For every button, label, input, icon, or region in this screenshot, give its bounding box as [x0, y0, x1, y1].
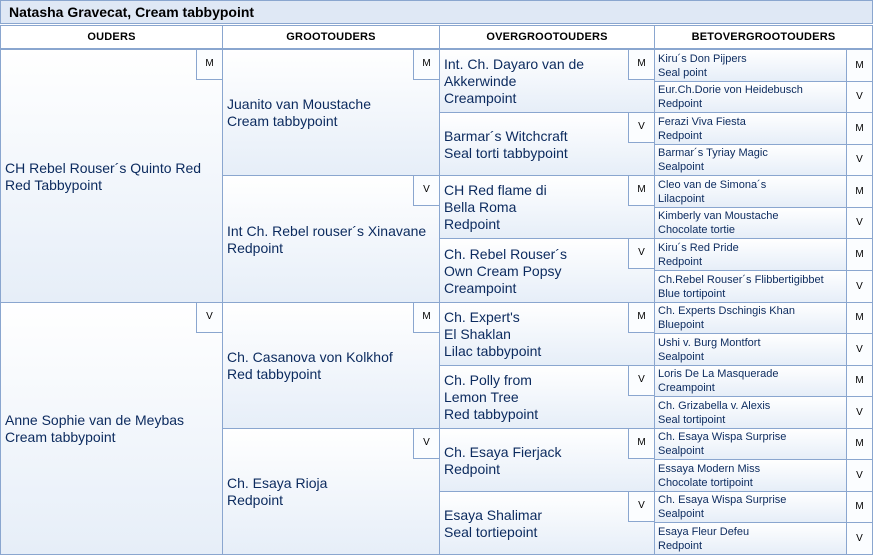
great-great-grandparent-name: Esaya Fleur Defeu	[658, 526, 750, 538]
great-grandparent-color: Redpoint	[444, 461, 501, 477]
great-great-grandparent-name: Eur.Ch.Dorie von Heidebusch	[658, 84, 803, 96]
grandparent-color: Cream tabbypoint	[227, 113, 338, 129]
great-great-grandparent-name: Ch. Experts Dschingis Khan	[658, 305, 795, 317]
great-great-grandparent-info	[658, 83, 803, 111]
great-grandparent-cell	[439, 175, 655, 239]
great-great-grandparent-info	[658, 525, 749, 553]
great-great-grandparent-cell	[654, 49, 873, 82]
grandparent-sex-marker: M	[413, 303, 439, 333]
great-grandparent-info	[444, 182, 547, 233]
great-great-grandparent-sex-marker: M	[846, 492, 872, 522]
great-grandparent-name: Ch. Expert's El Shaklan	[444, 309, 520, 342]
great-great-grandparent-info	[658, 367, 778, 395]
parent-color: Cream tabbypoint	[5, 429, 116, 445]
great-great-grandparent-sex-marker: V	[846, 397, 872, 428]
great-great-grandparent-color: Sealpoint	[658, 351, 704, 363]
great-grandparent-sex-marker: V	[628, 492, 654, 522]
great-great-grandparent-info	[658, 336, 761, 364]
header-ouders: OUDERS	[0, 25, 223, 49]
great-great-grandparent-color: Chocolate tortipoint	[658, 477, 753, 489]
parent-name: CH Rebel Rouser´s Quinto Red	[5, 160, 202, 176]
grandparent-name: Int Ch. Rebel rouser´s Xinavane	[227, 223, 427, 239]
great-great-grandparent-sex-marker: V	[846, 523, 872, 554]
great-great-grandparent-cell	[654, 238, 873, 271]
great-great-grandparent-cell	[654, 81, 873, 113]
great-great-grandparent-cell	[654, 175, 873, 208]
header-betovergrootouders: BETOVERGROOTOUDERS	[654, 25, 873, 49]
great-great-grandparent-name: Ch. Esaya Wispa Surprise	[658, 494, 787, 506]
grandparent-info	[227, 349, 393, 383]
great-great-grandparent-sex-marker: M	[846, 429, 872, 459]
great-great-grandparent-sex-marker: M	[846, 176, 872, 207]
great-great-grandparent-cell	[654, 522, 873, 555]
great-grandparent-color: Lilac tabbypoint	[444, 343, 542, 359]
great-grandparent-sex-marker: M	[628, 303, 654, 333]
great-great-grandparent-info	[658, 115, 746, 143]
great-great-grandparent-cell	[654, 333, 873, 366]
great-grandparent-color: Creampoint	[444, 90, 517, 106]
great-grandparent-cell	[439, 112, 655, 176]
great-great-grandparent-color: Sealpoint	[658, 161, 704, 173]
great-great-grandparent-cell	[654, 112, 873, 145]
great-grandparent-cell	[439, 365, 655, 429]
great-grandparent-info	[444, 246, 567, 297]
great-great-grandparent-cell	[654, 428, 873, 460]
great-great-grandparent-cell	[654, 365, 873, 397]
great-great-grandparent-info	[658, 178, 766, 206]
great-grandparent-cell	[439, 302, 655, 366]
parent-cell	[0, 49, 223, 303]
header-grootouders: GROOTOUDERS	[222, 25, 440, 49]
parent-cell	[0, 302, 223, 555]
great-great-grandparent-info	[658, 209, 778, 237]
great-great-grandparent-info	[658, 430, 786, 458]
grandparent-color: Redpoint	[227, 492, 284, 508]
great-great-grandparent-name: Ferazi Viva Fiesta	[658, 116, 746, 128]
great-grandparent-color: Red tabbypoint	[444, 406, 539, 422]
great-grandparent-sex-marker: V	[628, 113, 654, 143]
great-grandparent-info	[444, 56, 584, 107]
great-grandparent-color: Seal torti tabbypoint	[444, 145, 568, 161]
grandparent-color: Redpoint	[227, 240, 284, 256]
great-great-grandparent-cell	[654, 396, 873, 429]
great-grandparent-cell	[439, 238, 655, 303]
great-grandparent-color: Seal tortiepoint	[444, 524, 538, 540]
great-grandparent-color: Redpoint	[444, 216, 501, 232]
grandparent-cell	[222, 175, 440, 303]
great-great-grandparent-sex-marker: M	[846, 113, 872, 144]
great-great-grandparent-color: Redpoint	[658, 130, 703, 142]
great-grandparent-cell	[439, 428, 655, 492]
parent-sex-marker: V	[196, 303, 222, 333]
great-grandparent-name: Ch. Rebel Rouser´s Own Cream Popsy	[444, 246, 567, 279]
grandparent-info	[227, 475, 327, 509]
grandparent-sex-marker: V	[413, 429, 439, 459]
grandparent-sex-marker: V	[413, 176, 439, 206]
great-grandparent-color: Creampoint	[444, 280, 517, 296]
great-great-grandparent-info	[658, 399, 770, 427]
great-great-grandparent-cell	[654, 270, 873, 303]
great-great-grandparent-name: Loris De La Masquerade	[658, 368, 779, 380]
great-great-grandparent-name: Ch. Esaya Wispa Surprise	[658, 431, 787, 443]
great-great-grandparent-info	[658, 52, 747, 80]
great-great-grandparent-color: Seal tortipoint	[658, 414, 726, 426]
grandparent-name: Ch. Casanova von Kolkhof	[227, 349, 393, 365]
great-great-grandparent-color: Blue tortipoint	[658, 288, 726, 300]
great-grandparent-cell	[439, 49, 655, 113]
great-grandparent-name: Ch. Polly from Lemon Tree	[444, 372, 532, 405]
great-great-grandparent-sex-marker: V	[846, 334, 872, 365]
grandparent-sex-marker: M	[413, 50, 439, 80]
great-great-grandparent-name: Essaya Modern Miss	[658, 463, 761, 475]
grandparent-cell	[222, 49, 440, 176]
great-great-grandparent-sex-marker: V	[846, 271, 872, 302]
great-great-grandparent-color: Redpoint	[658, 98, 703, 110]
grandparent-name: Juanito van Moustache	[227, 96, 371, 112]
great-great-grandparent-color: Lilacpoint	[658, 193, 705, 205]
parent-name: Anne Sophie van de Meybas	[5, 412, 185, 428]
great-grandparent-name: Esaya Shalimar	[444, 507, 543, 523]
great-grandparent-name: CH Red flame di Bella Roma	[444, 182, 547, 215]
great-grandparent-sex-marker: M	[628, 50, 654, 80]
great-great-grandparent-name: Kiru´s Red Pride	[658, 242, 739, 254]
great-great-grandparent-color: Seal point	[658, 67, 707, 79]
great-grandparent-info	[444, 128, 568, 162]
great-grandparent-info	[444, 507, 542, 541]
great-great-grandparent-cell	[654, 302, 873, 334]
great-great-grandparent-name: Ch.Rebel Rouser´s Flibbertigibbet	[658, 274, 824, 286]
great-great-grandparent-cell	[654, 144, 873, 176]
grandparent-info	[227, 96, 371, 130]
great-grandparent-info	[444, 372, 538, 423]
great-great-grandparent-name: Kimberly van Moustache	[658, 210, 779, 222]
great-great-grandparent-sex-marker: V	[846, 460, 872, 491]
great-great-grandparent-cell	[654, 491, 873, 523]
great-great-grandparent-sex-marker: V	[846, 145, 872, 175]
great-grandparent-name: Ch. Esaya Fierjack	[444, 444, 562, 460]
great-great-grandparent-sex-marker: M	[846, 50, 872, 81]
page-title: Natasha Gravecat, Cream tabbypoint	[0, 0, 873, 24]
parent-sex-marker: M	[196, 50, 222, 80]
great-great-grandparent-info	[658, 241, 739, 269]
great-great-grandparent-sex-marker: V	[846, 208, 872, 238]
great-great-grandparent-info	[658, 146, 768, 174]
great-great-grandparent-cell	[654, 459, 873, 492]
great-great-grandparent-name: Kiru´s Don Pijpers	[658, 53, 747, 65]
great-great-grandparent-name: Ch. Grizabella v. Alexis	[658, 400, 771, 412]
great-great-grandparent-name: Ushi v. Burg Montfort	[658, 337, 761, 349]
great-grandparent-cell	[439, 491, 655, 555]
great-great-grandparent-name: Barmar´s Tyriay Magic	[658, 147, 768, 159]
great-grandparent-sex-marker: M	[628, 429, 654, 459]
grandparent-color: Red tabbypoint	[227, 366, 322, 382]
great-great-grandparent-info	[658, 493, 786, 521]
great-great-grandparent-color: Chocolate tortie	[658, 224, 736, 236]
great-grandparent-info	[444, 309, 541, 360]
great-great-grandparent-name: Cleo van de Simona´s	[658, 179, 767, 191]
great-great-grandparent-info	[658, 304, 795, 332]
grandparent-cell	[222, 428, 440, 555]
great-grandparent-sex-marker: V	[628, 366, 654, 396]
grandparent-info	[227, 223, 426, 257]
great-great-grandparent-color: Redpoint	[658, 540, 703, 552]
great-great-grandparent-sex-marker: M	[846, 303, 872, 333]
great-great-grandparent-color: Redpoint	[658, 256, 703, 268]
great-great-grandparent-color: Creampoint	[658, 382, 715, 394]
grandparent-name: Ch. Esaya Rioja	[227, 475, 328, 491]
header-overgrootouders: OVERGROOTOUDERS	[439, 25, 655, 49]
great-great-grandparent-color: Bluepoint	[658, 319, 704, 331]
great-great-grandparent-sex-marker: M	[846, 366, 872, 396]
great-grandparent-info	[444, 444, 561, 478]
great-grandparent-sex-marker: M	[628, 176, 654, 206]
great-grandparent-name: Barmar´s Witchcraft	[444, 128, 568, 144]
great-great-grandparent-color: Sealpoint	[658, 445, 704, 457]
parent-info	[5, 160, 201, 194]
great-great-grandparent-sex-marker: V	[846, 82, 872, 112]
great-grandparent-name: Int. Ch. Dayaro van de Akkerwinde	[444, 56, 585, 89]
parent-info	[5, 412, 184, 446]
great-great-grandparent-color: Sealpoint	[658, 508, 704, 520]
great-great-grandparent-cell	[654, 207, 873, 239]
grandparent-cell	[222, 302, 440, 429]
great-great-grandparent-sex-marker: M	[846, 239, 872, 270]
great-great-grandparent-info	[658, 273, 824, 301]
parent-color: Red Tabbypoint	[5, 177, 103, 193]
great-grandparent-sex-marker: V	[628, 239, 654, 269]
great-great-grandparent-info	[658, 462, 760, 490]
